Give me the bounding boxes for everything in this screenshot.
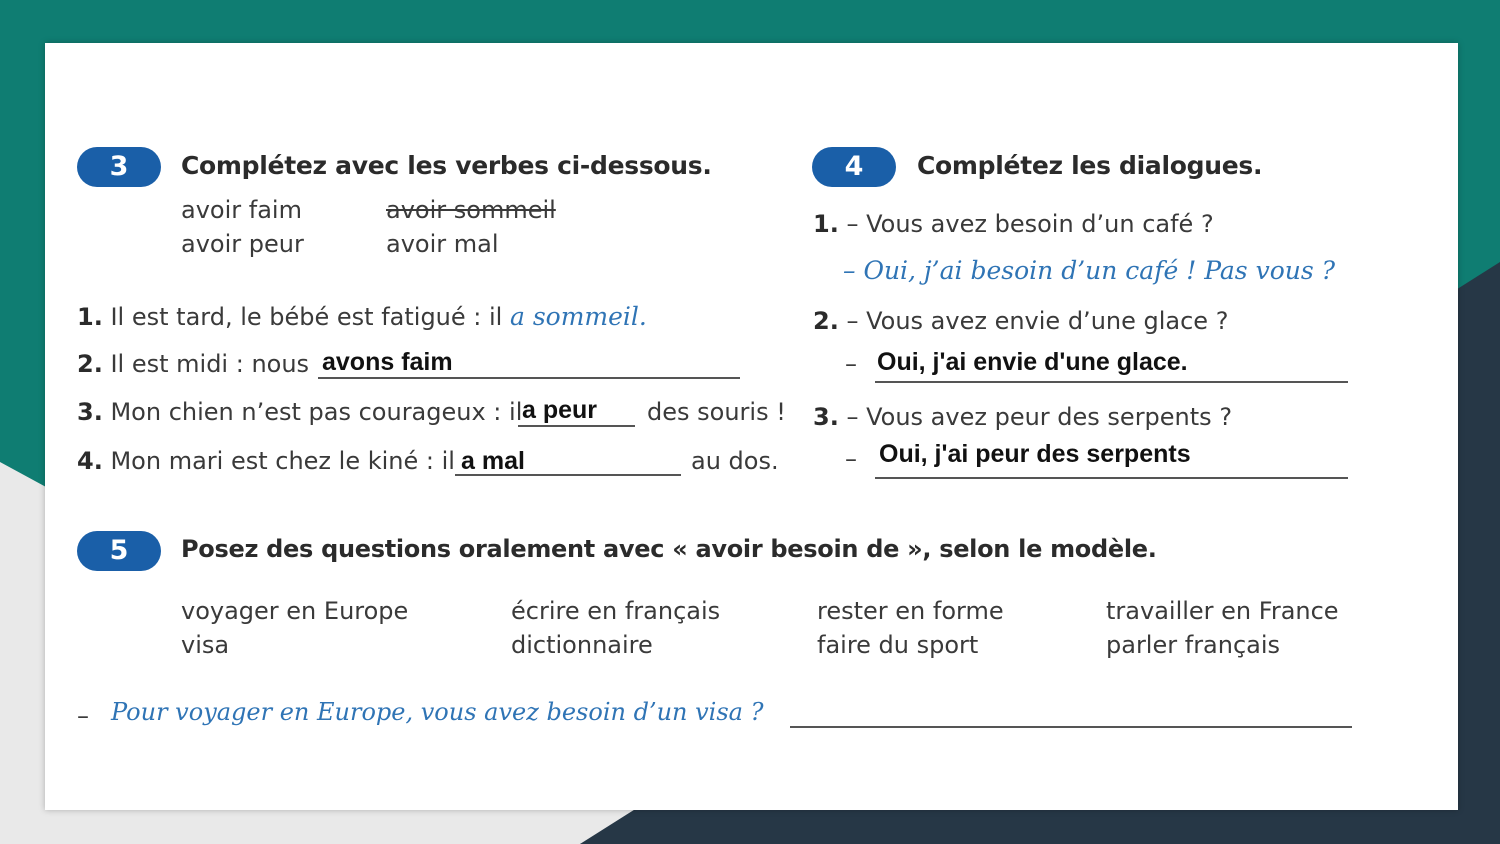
ex5-prompt: écrire en français xyxy=(511,597,721,625)
answer-line xyxy=(875,477,1348,479)
ex3-item-2 xyxy=(77,350,309,378)
ex5-prompt: voyager en Europe xyxy=(181,597,409,625)
exercise-5-badge: 5 xyxy=(77,531,161,571)
ex4-answer-2[interactable]: Oui, j'ai envie d'une glace. xyxy=(877,348,1188,376)
ex3-item-4-after: au dos. xyxy=(691,447,779,475)
ex5-need: visa xyxy=(181,631,230,659)
verb-avoir-sommeil: avoir sommeil xyxy=(386,196,556,224)
ex4-item-1-handwritten-answer: – Oui, j’ai besoin d’un café ! Pas vous ? xyxy=(843,256,1336,285)
ex4-item-2-question xyxy=(813,307,1228,335)
answer-line xyxy=(318,377,740,379)
answer-line xyxy=(875,381,1348,383)
model-dash: – xyxy=(77,702,89,730)
ex5-need: parler français xyxy=(1106,631,1281,659)
ex3-answer-3[interactable]: a peur xyxy=(522,396,598,424)
ex5-column-1 xyxy=(181,594,408,662)
exercise-3-badge: 3 xyxy=(77,147,161,187)
ex4-item-1-question xyxy=(813,210,1214,238)
ex5-column-4 xyxy=(1106,594,1339,662)
exercise-5-instruction: Posez des questions oralement avec « avoir besoin de », selon le modèle. xyxy=(181,535,1157,563)
answer-line xyxy=(790,726,1352,728)
item-number: 2. xyxy=(77,350,103,378)
verb-avoir-peur: avoir peur xyxy=(181,230,304,258)
question-text: – Vous avez besoin d’un café ? xyxy=(846,210,1214,238)
ex5-prompt: travailler en France xyxy=(1106,597,1339,625)
item-text: Il est tard, le bébé est fatigué : il xyxy=(110,303,503,331)
ex4-answer-3[interactable]: Oui, j'ai peur des serpents xyxy=(879,440,1191,468)
ex3-item-4 xyxy=(77,447,455,475)
ex3-item-3-after: des souris ! xyxy=(647,398,786,426)
question-text: – Vous avez peur des serpents ? xyxy=(846,403,1233,431)
exercise-3-instruction: Complétez avec les verbes ci-dessous. xyxy=(181,151,712,180)
exercise-4-badge: 4 xyxy=(812,147,896,187)
worksheet-card xyxy=(45,43,1458,810)
item-number: 3. xyxy=(813,403,839,431)
item-text: Mon mari est chez le kiné : il xyxy=(110,447,455,475)
ex5-need: faire du sport xyxy=(817,631,979,659)
ex5-column-2 xyxy=(511,594,720,662)
verb-avoir-faim: avoir faim xyxy=(181,196,302,224)
item-number: 3. xyxy=(77,398,103,426)
question-text: – Vous avez envie d’une glace ? xyxy=(846,307,1229,335)
verb-avoir-mal: avoir mal xyxy=(386,230,499,258)
ex3-answer-2[interactable]: avons faim xyxy=(322,348,453,376)
ex3-item-1 xyxy=(77,302,647,331)
item-text: Il est midi : nous xyxy=(110,350,310,378)
ex3-item-3 xyxy=(77,398,522,426)
item-number: 1. xyxy=(77,303,103,331)
handwritten-answer: a sommeil. xyxy=(509,302,647,331)
answer-dash: – xyxy=(845,445,857,473)
answer-line xyxy=(518,425,635,427)
answer-line xyxy=(455,474,681,476)
item-number: 4. xyxy=(77,447,103,475)
ex4-item-3-question xyxy=(813,403,1232,431)
ex5-column-3 xyxy=(817,594,1004,662)
ex3-answer-4[interactable]: a mal xyxy=(461,447,525,475)
answer-dash: – xyxy=(845,350,857,378)
ex5-model-answer: Pour voyager en Europe, vous avez besoin d’un visa ? xyxy=(111,698,764,726)
ex5-need: dictionnaire xyxy=(511,631,653,659)
item-text: Mon chien n’est pas courageux : il xyxy=(110,398,523,426)
item-number: 2. xyxy=(813,307,839,335)
ex5-prompt: rester en forme xyxy=(817,597,1004,625)
item-number: 1. xyxy=(813,210,839,238)
exercise-4-instruction: Complétez les dialogues. xyxy=(917,151,1263,180)
